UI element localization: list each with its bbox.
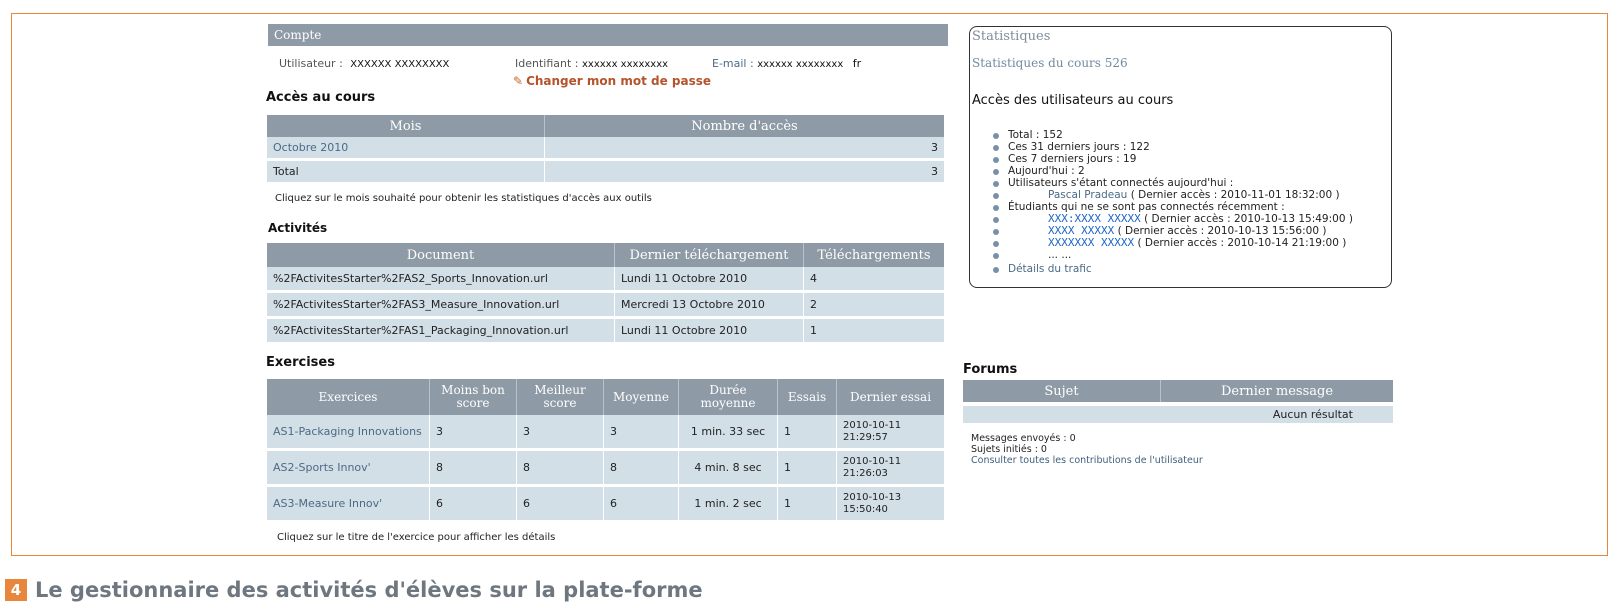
connected-user-link[interactable]: Pascal Pradeau [1048, 189, 1128, 201]
table-row [267, 293, 944, 319]
table-row [267, 319, 944, 345]
table-row [267, 267, 944, 293]
no-results: Aucun résultat [963, 406, 1393, 426]
inactive-user-link[interactable]: XXXX XXXXX [1048, 224, 1115, 237]
inactive-user-link[interactable]: XXXXXXX XXXXX [1048, 236, 1135, 249]
last-try [837, 451, 944, 487]
account-title: Compte [274, 28, 322, 42]
list-item [990, 189, 1390, 201]
col-duration: Durée moyenne [679, 379, 778, 415]
last-try [837, 415, 944, 451]
last-try-time: 15:50:40 [843, 503, 888, 515]
connected-user-info: ( Dernier accès : 2010-11-01 18:32:00 ) [1130, 189, 1340, 201]
activities-table [267, 243, 944, 345]
average: 6 [604, 487, 679, 523]
account-user [279, 57, 449, 70]
total-count: 3 [545, 161, 944, 185]
all-contributions-link[interactable]: Consulter toutes les contributions de l'utilisateur [971, 455, 1203, 466]
inactive-user-link[interactable]: XXX:XXXX XXXXX [1048, 212, 1141, 225]
last-download: Lundi 11 Octobre 2010 [615, 267, 804, 293]
duration: 1 min. 33 sec [679, 415, 778, 451]
course-statistics-link[interactable]: Statistiques du cours 526 [972, 56, 1128, 70]
access-count: 3 [545, 137, 944, 161]
inactive-user-info: ( Dernier accès : 2010-10-14 21:19:00 ) [1137, 237, 1347, 249]
list-item: Ces 31 derniers jours : 122 [990, 141, 1390, 153]
col-last-message: Dernier message [1220, 383, 1334, 399]
account-email [712, 57, 861, 70]
max-score: 3 [517, 415, 604, 451]
list-item [990, 237, 1390, 249]
download-count: 2 [804, 293, 944, 319]
forums-title: Forums [963, 362, 1018, 377]
last-download: Lundi 11 Octobre 2010 [615, 319, 804, 345]
inactive-user-info: ( Dernier accès : 2010-10-13 15:56:00 ) [1117, 225, 1327, 237]
account-identifiant [515, 57, 668, 70]
caption-text: Le gestionnaire des activités d'élèves sur la plate-forme [35, 578, 703, 602]
statistics-title: Statistiques [972, 29, 1051, 44]
col-average: Moyenne [604, 379, 679, 415]
email-value: xxxxxx xxxxxxxx [757, 59, 844, 70]
download-count: 1 [804, 319, 944, 345]
average: 8 [604, 451, 679, 487]
statistics-list [990, 129, 1390, 275]
tries: 1 [778, 487, 837, 523]
account-header [268, 24, 948, 46]
table-row [963, 406, 1393, 426]
last-try-date: 2010-10-11 [843, 419, 902, 431]
statistics-panel [969, 26, 1392, 288]
col-exercise: Exercices [267, 379, 430, 415]
col-min-score: Moins bon score [430, 379, 517, 415]
list-item: Aujourd'hui : 2 [990, 165, 1390, 177]
course-access-table [267, 115, 944, 185]
max-score: 6 [517, 487, 604, 523]
col-last-download: Dernier téléchargement [615, 243, 804, 267]
list-item: Total : 152 [990, 129, 1390, 141]
table-row [267, 161, 944, 185]
activities-title: Activités [268, 221, 328, 235]
last-try-time: 21:29:57 [843, 431, 888, 443]
col-tries: Essais [778, 379, 837, 415]
document-name: %2FActivitesStarter%2FAS1_Packaging_Innovation.url [267, 319, 615, 345]
col-document: Document [267, 243, 615, 267]
col-last-try: Dernier essai [849, 389, 932, 404]
traffic-details-link[interactable]: Détails du trafic [990, 263, 1390, 275]
last-try [837, 487, 944, 523]
user-label: Utilisateur : [279, 57, 343, 70]
id-value: xxxxxx xxxxxxxx [582, 59, 669, 70]
statistics-subtitle: Accès des utilisateurs au cours [972, 93, 1174, 108]
table-row [267, 487, 944, 523]
col-subject: Sujet [963, 380, 1161, 402]
exercises-hint: Cliquez sur le titre de l'exercice pour afficher les détails [277, 532, 556, 543]
table-row [267, 451, 944, 487]
tries: 1 [778, 451, 837, 487]
email-suffix: fr [852, 57, 862, 70]
caption [5, 579, 703, 601]
download-count: 4 [804, 267, 944, 293]
tries: 1 [778, 415, 837, 451]
ellipsis: ... ... [990, 249, 1390, 261]
col-downloads: Téléchargements [817, 247, 931, 263]
last-download: Mercredi 13 Octobre 2010 [615, 293, 804, 319]
caption-number: 4 [5, 579, 27, 601]
max-score: 8 [517, 451, 604, 487]
inactive-user-info: ( Dernier accès : 2010-10-13 15:49:00 ) [1144, 213, 1353, 225]
forums-table [963, 380, 1393, 426]
col-month: Mois [267, 115, 545, 137]
list-item: Utilisateurs s'étant connectés aujourd'hui : [990, 177, 1390, 189]
total-label: Total [267, 161, 545, 185]
pencil-icon: ✎ [513, 74, 524, 88]
last-try-date: 2010-10-11 [843, 455, 902, 467]
exercise-link[interactable]: AS2-Sports Innov' [267, 451, 430, 487]
forums-stats [971, 433, 1203, 466]
table-row [267, 137, 944, 161]
exercise-link[interactable]: AS1-Packaging Innovations [267, 415, 430, 451]
exercises-title: Exercises [266, 355, 335, 370]
min-score: 6 [430, 487, 517, 523]
last-try-time: 21:26:03 [843, 467, 888, 479]
course-access-title: Accès au cours [266, 90, 376, 105]
id-label: Identifiant : [515, 57, 579, 70]
exercises-table [267, 379, 944, 523]
table-row [267, 415, 944, 451]
topics-started: Sujets initiés : 0 [971, 444, 1047, 455]
col-access-count: Nombre d'accès [691, 118, 798, 134]
document-name: %2FActivitesStarter%2FAS3_Measure_Innovation.url [267, 293, 615, 319]
document-name: %2FActivitesStarter%2FAS2_Sports_Innovation.url [267, 267, 615, 293]
email-label: E-mail : [712, 57, 754, 70]
last-try-date: 2010-10-13 [843, 491, 902, 503]
col-max-score: Meilleur score [517, 379, 604, 415]
list-item: Étudiants qui ne se sont pas connectés récemment : [990, 201, 1390, 213]
average: 3 [604, 415, 679, 451]
course-access-hint: Cliquez sur le mois souhaité pour obtenir les statistiques d'accès aux outils [275, 193, 652, 204]
min-score: 8 [430, 451, 517, 487]
change-password-label: Changer mon mot de passe [526, 74, 712, 88]
duration: 1 min. 2 sec [679, 487, 778, 523]
duration: 4 min. 8 sec [679, 451, 778, 487]
list-item: Ces 7 derniers jours : 19 [990, 153, 1390, 165]
month-link[interactable]: Octobre 2010 [267, 137, 545, 161]
change-password-link[interactable] [513, 74, 711, 88]
min-score: 3 [430, 415, 517, 451]
exercise-link[interactable]: AS3-Measure Innov' [267, 487, 430, 523]
messages-sent: Messages envoyés : 0 [971, 433, 1076, 444]
user-value: XXXXXX XXXXXXXX [350, 59, 450, 70]
